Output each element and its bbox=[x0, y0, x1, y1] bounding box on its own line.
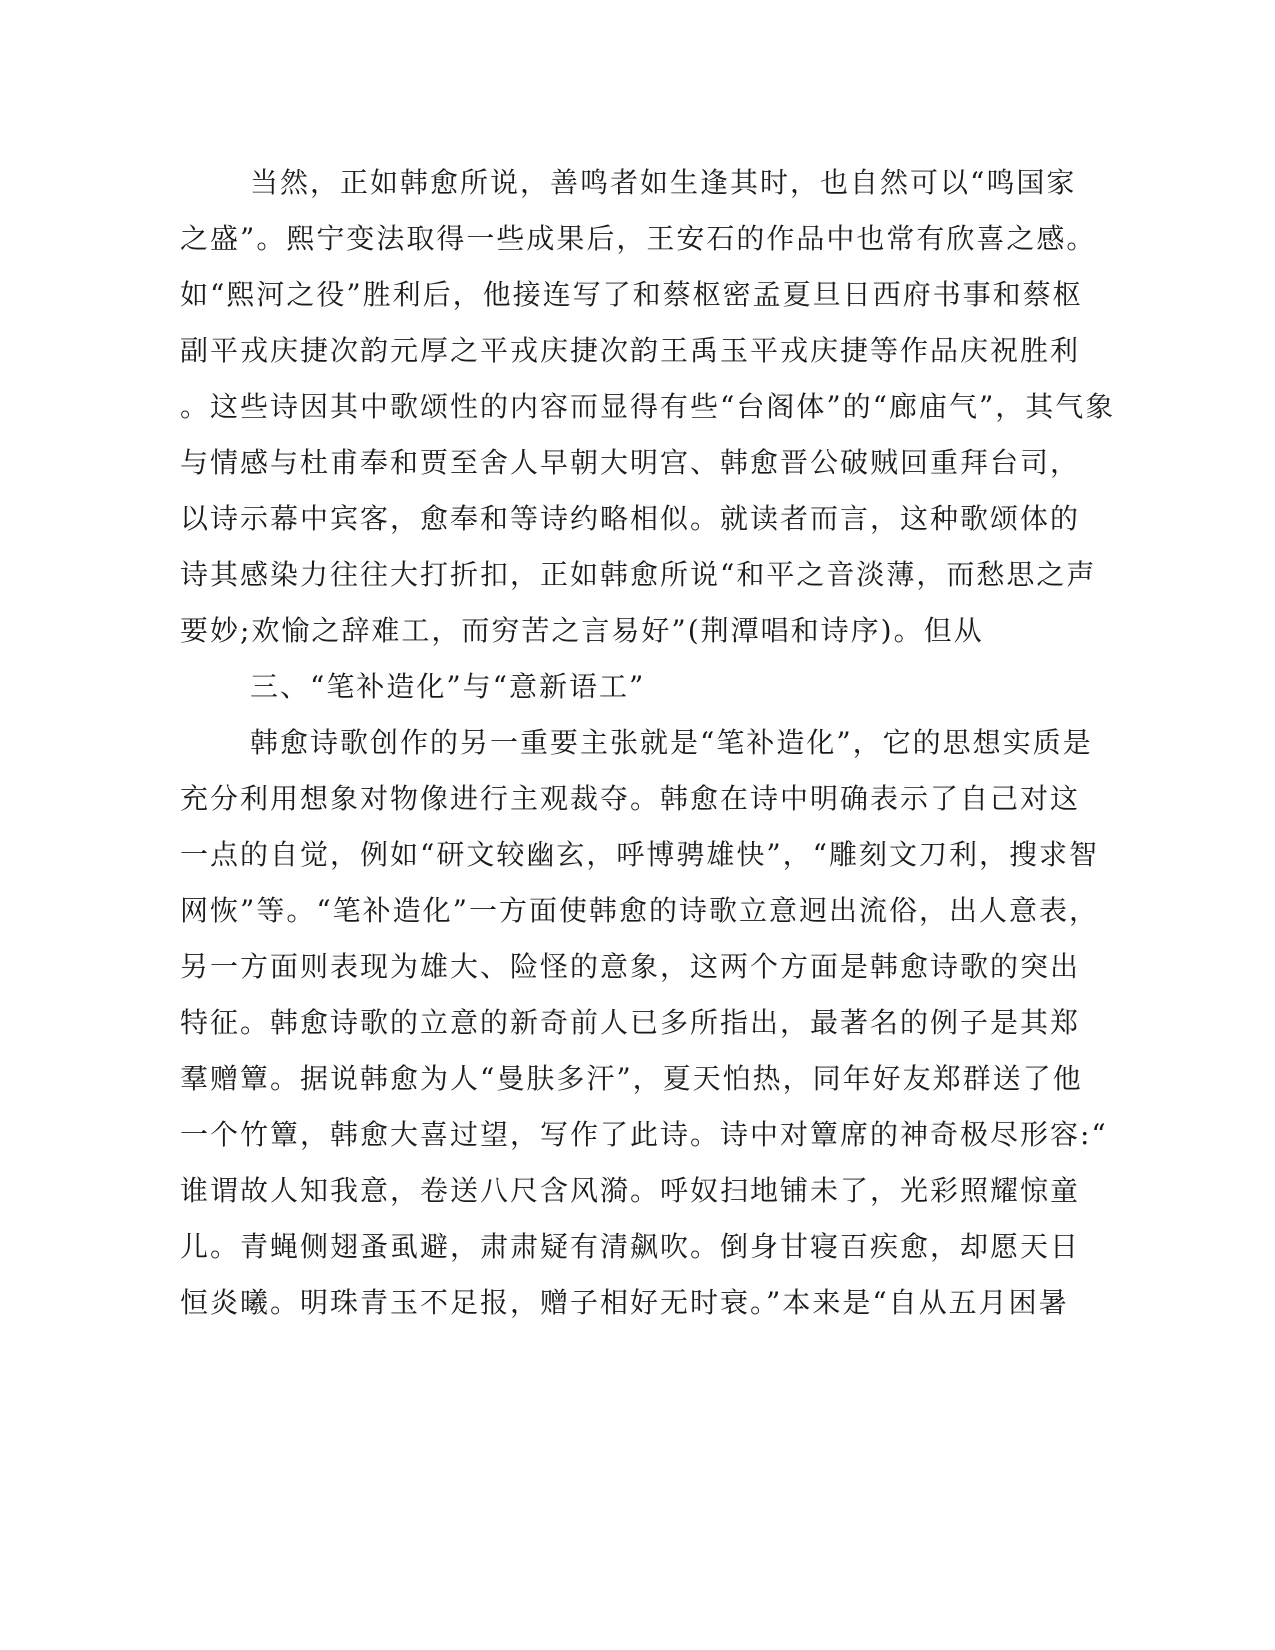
text-line: 一个竹簟，韩愈大喜过望，写作了此诗。诗中对簟席的神奇极尽形容:“ bbox=[180, 1118, 1108, 1151]
text-line: 。这些诗因其中歌颂性的内容而显得有些“台阁体”的“廊庙气”，其气象 bbox=[180, 390, 1116, 423]
text-line: 一点的自觉，例如“研文较幽玄，呼博骋雄快”，“雕刻文刀利，搜求智 bbox=[180, 838, 1099, 871]
section-heading: 三、“笔补造化”与“意新语工” bbox=[250, 670, 646, 703]
text-line: 儿。青蝇侧翅蚤虱避，肃肃疑有清飙吹。倒身甘寝百疾愈，却愿天日 bbox=[180, 1230, 1081, 1263]
text-line: 副平戎庆捷次韵元厚之平戎庆捷次韵王禹玉平戎庆捷等作品庆祝胜利 bbox=[180, 334, 1081, 367]
text-line: 要妙;欢愉之辞难工，而穷苦之言易好”(荆潭唱和诗序)。但从 bbox=[180, 614, 984, 647]
text-line: 特征。韩愈诗歌的立意的新奇前人已多所指出，最著名的例子是其郑 bbox=[180, 1006, 1081, 1039]
text-line: 羣赠簟。据说韩愈为人“曼肤多汗”，夏天怕热，同年好友郑群送了他 bbox=[180, 1062, 1083, 1095]
text-line: 另一方面则表现为雄大、险怪的意象，这两个方面是韩愈诗歌的突出 bbox=[180, 950, 1081, 983]
text-line: 恒炎曦。明珠青玉不足报，赠子相好无时衰。”本来是“自从五月困暑 bbox=[180, 1286, 1069, 1319]
text-line: 网恢”等。“笔补造化”一方面使韩愈的诗歌立意迥出流俗，出人意表， bbox=[180, 894, 1099, 927]
text-line: 谁谓故人知我意，卷送八尺含风漪。呼奴扫地铺未了，光彩照耀惊童 bbox=[180, 1174, 1081, 1207]
text-line: 如“熙河之役”胜利后，他接连写了和蔡枢密孟夏旦日西府书事和蔡枢 bbox=[180, 278, 1083, 311]
text-line: 以诗示幕中宾客，愈奉和等诗约略相似。就读者而言，这种歌颂体的 bbox=[180, 502, 1081, 535]
text-line: 韩愈诗歌创作的另一重要主张就是“笔补造化”，它的思想实质是 bbox=[250, 726, 1093, 759]
text-line: 诗其感染力往往大打折扣，正如韩愈所说“和平之音淡薄，而愁思之声 bbox=[180, 558, 1097, 591]
text-line: 当然，正如韩愈所说，善鸣者如生逢其时，也自然可以“鸣国家 bbox=[250, 166, 1077, 199]
text-line: 与情感与杜甫奉和贾至舍人早朝大明宫、韩愈晋公破贼回重拜台司， bbox=[180, 446, 1081, 479]
text-line: 充分利用想象对物像进行主观裁夺。韩愈在诗中明确表示了自己对这 bbox=[180, 782, 1081, 815]
text-line: 之盛”。熙宁变法取得一些成果后，王安石的作品中也常有欣喜之感。 bbox=[180, 222, 1097, 255]
